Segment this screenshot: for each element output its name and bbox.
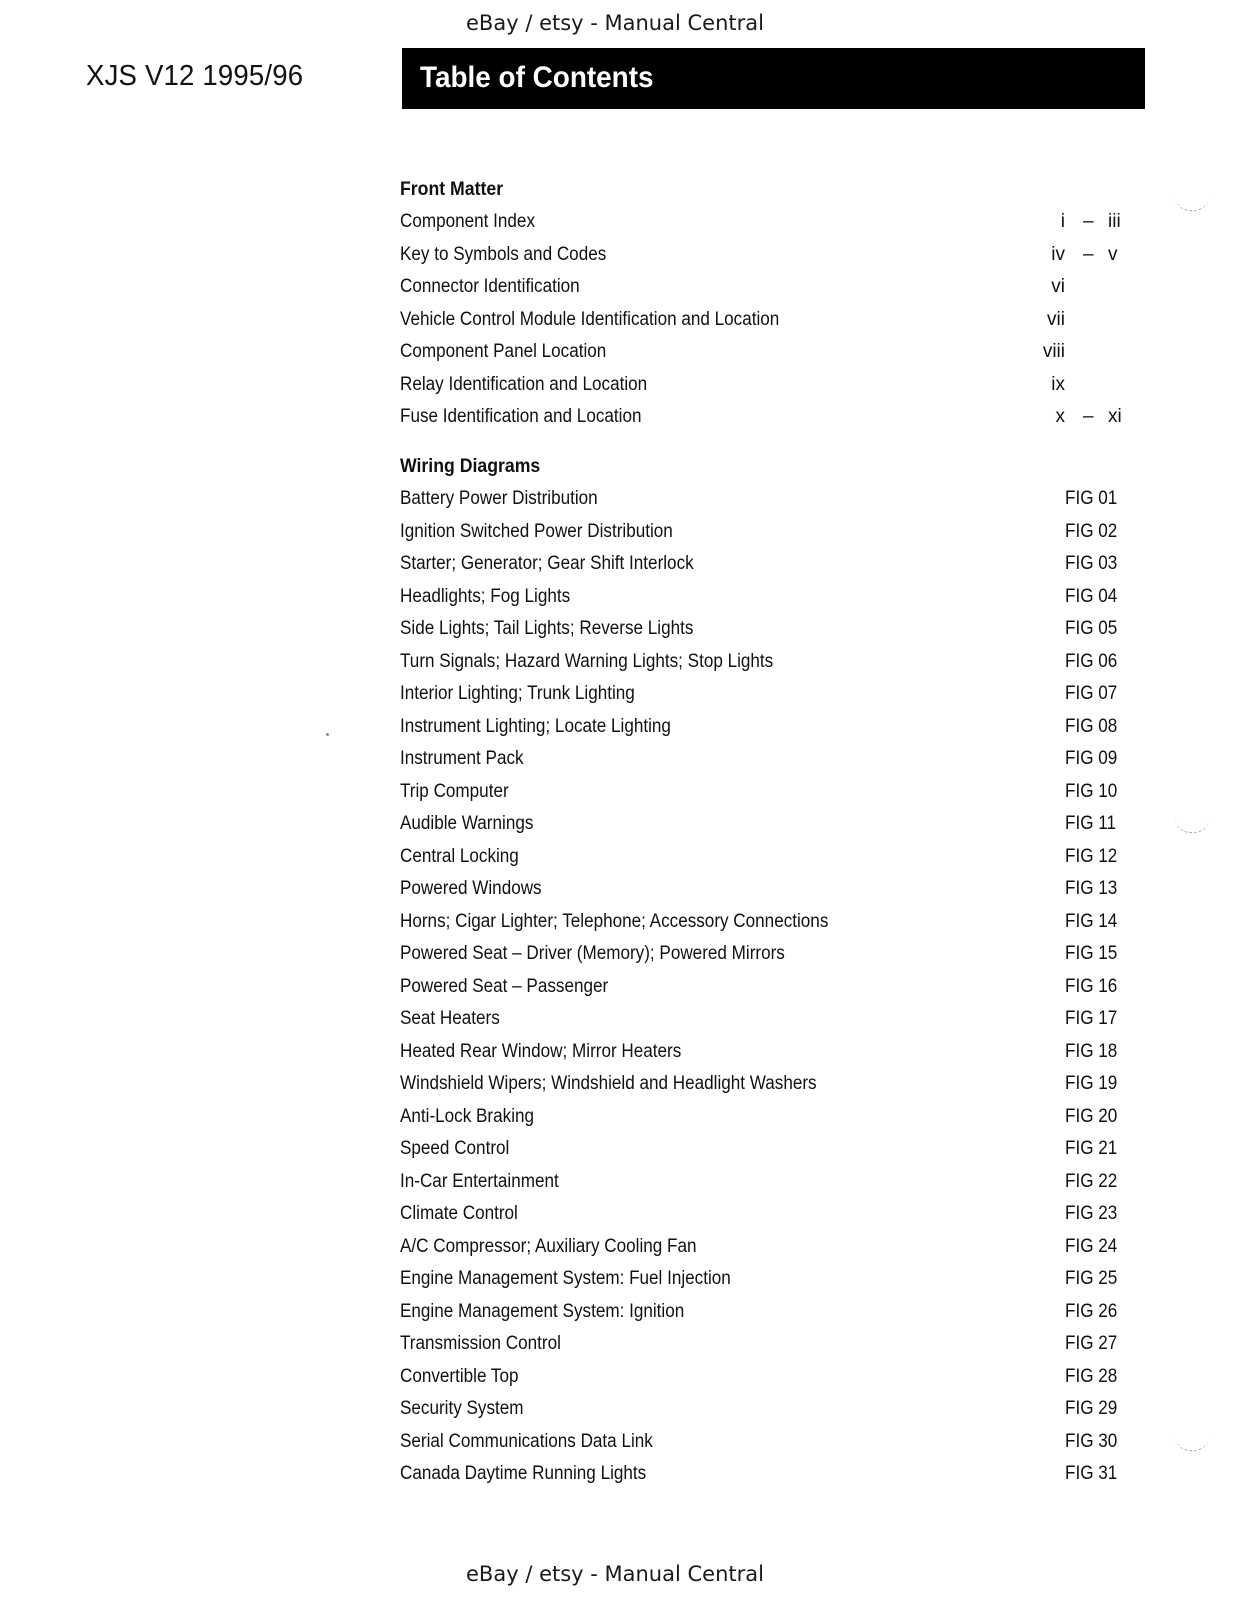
toc-entry-label: Instrument Pack xyxy=(400,748,524,769)
figure-number: FIG 29 xyxy=(1065,1398,1118,1419)
toc-entry[interactable] xyxy=(400,1393,1140,1426)
toc-entry-label: Climate Control xyxy=(400,1203,518,1224)
page-title: Table of Contents xyxy=(420,61,654,94)
toc-entry-label: Trip Computer xyxy=(400,780,509,802)
toc-entry-label: Engine Management System: Ignition xyxy=(400,1300,685,1322)
toc-entry[interactable] xyxy=(400,1296,1140,1329)
toc-entry[interactable] xyxy=(400,646,1140,679)
figure-number: FIG 22 xyxy=(1065,1170,1118,1192)
toc-entry-label: Powered Seat – Driver (Memory); Powered Mirrors xyxy=(400,943,785,964)
figure-number: FIG 27 xyxy=(1065,1333,1118,1354)
toc-entry-label: Windshield Wipers; Windshield and Headlight Washers xyxy=(400,1073,817,1094)
figure-number: FIG 18 xyxy=(1065,1040,1118,1062)
toc-entry-label: Component Index xyxy=(400,211,535,232)
scan-speck xyxy=(326,733,329,736)
figure-number: FIG 15 xyxy=(1065,943,1118,964)
toc-entry-label: Seat Heaters xyxy=(400,1008,500,1029)
figure-number: FIG 17 xyxy=(1065,1008,1118,1029)
toc-entry-label: Security System xyxy=(400,1398,524,1419)
page-start: iv xyxy=(1051,243,1065,265)
toc-entry[interactable] xyxy=(400,776,1140,809)
toc-entry-label: Audible Warnings xyxy=(400,813,534,834)
toc-entry[interactable] xyxy=(400,743,1140,776)
figure-number: FIG 31 xyxy=(1065,1463,1118,1484)
toc-entry[interactable] xyxy=(400,1003,1140,1036)
toc-entry[interactable] xyxy=(400,1068,1140,1101)
page-title-bar xyxy=(402,48,1145,109)
toc-entry[interactable] xyxy=(400,873,1140,906)
toc-entry-label: Engine Management System: Fuel Injection xyxy=(400,1268,731,1289)
page-end: iii xyxy=(1108,211,1121,232)
toc-entry-label: Battery Power Distribution xyxy=(400,488,598,509)
toc-entry[interactable] xyxy=(400,1198,1140,1231)
figure-number: FIG 03 xyxy=(1065,553,1118,574)
toc-entry[interactable] xyxy=(400,906,1140,939)
toc-entry-label: Powered Seat – Passenger xyxy=(400,975,609,997)
figure-number: FIG 23 xyxy=(1065,1203,1118,1224)
figure-number: FIG 13 xyxy=(1065,878,1118,899)
toc-entry[interactable] xyxy=(400,841,1140,874)
toc-entry[interactable] xyxy=(400,304,1140,337)
toc-entry[interactable] xyxy=(400,1101,1140,1134)
toc-entry-label: Fuse Identification and Location xyxy=(400,406,642,427)
toc-entry-label: In-Car Entertainment xyxy=(400,1170,559,1192)
toc-entry[interactable] xyxy=(400,206,1140,239)
page-start: x xyxy=(1055,406,1065,427)
toc-entry[interactable] xyxy=(400,271,1140,304)
figure-number: FIG 21 xyxy=(1065,1138,1118,1159)
toc-entry[interactable] xyxy=(400,516,1140,549)
toc-entry[interactable] xyxy=(400,239,1140,272)
figure-number: FIG 16 xyxy=(1065,975,1118,997)
figure-number: FIG 09 xyxy=(1065,748,1118,769)
page-range-dash: – xyxy=(1083,406,1094,427)
scan-hole-mark xyxy=(1175,196,1209,211)
figure-number: FIG 02 xyxy=(1065,520,1118,542)
figure-number: FIG 07 xyxy=(1065,683,1118,704)
toc-entry[interactable] xyxy=(400,548,1140,581)
toc-entry[interactable] xyxy=(400,1426,1140,1459)
toc-entry-label: Connector Identification xyxy=(400,276,580,297)
toc-entry[interactable] xyxy=(400,1458,1140,1491)
model-title: XJS V12 1995/96 xyxy=(86,60,304,92)
toc-entry-label: Interior Lighting; Trunk Lighting xyxy=(400,683,635,704)
figure-number: FIG 11 xyxy=(1065,813,1117,834)
scan-hole-mark xyxy=(1175,1436,1209,1451)
toc-entry-label: Canada Daytime Running Lights xyxy=(400,1463,647,1484)
watermark-top: eBay / etsy - Manual Central xyxy=(466,11,764,35)
figure-number: FIG 14 xyxy=(1065,910,1118,932)
page-end: v xyxy=(1108,243,1118,265)
figure-number: FIG 12 xyxy=(1065,845,1118,867)
watermark-bottom: eBay / etsy - Manual Central xyxy=(466,1562,764,1586)
toc-entry-label: Starter; Generator; Gear Shift Interlock xyxy=(400,553,694,574)
toc-entry-label: Convertible Top xyxy=(400,1365,519,1387)
toc-entry[interactable] xyxy=(400,808,1140,841)
figure-number: FIG 10 xyxy=(1065,780,1118,802)
toc-entry[interactable] xyxy=(400,1133,1140,1166)
toc-entry-label: Side Lights; Tail Lights; Reverse Lights xyxy=(400,618,694,639)
toc-entry-label: Ignition Switched Power Distribution xyxy=(400,520,673,542)
page-start: ix xyxy=(1051,373,1065,395)
figure-number: FIG 05 xyxy=(1065,618,1118,639)
wiring-diagrams-heading: Wiring Diagrams xyxy=(400,456,541,477)
toc-entry-label: Instrument Lighting; Locate Lighting xyxy=(400,715,671,737)
toc-entry-label: Vehicle Control Module Identification and Location xyxy=(400,308,780,330)
figure-number: FIG 19 xyxy=(1065,1073,1118,1094)
page-range-dash: – xyxy=(1083,211,1094,232)
figure-number: FIG 25 xyxy=(1065,1268,1118,1289)
figure-number: FIG 01 xyxy=(1065,488,1118,509)
figure-number: FIG 06 xyxy=(1065,650,1118,672)
front-matter-heading: Front Matter xyxy=(400,179,504,200)
page-start: viii xyxy=(1042,341,1065,362)
toc-entry[interactable] xyxy=(400,401,1140,434)
toc-entry[interactable] xyxy=(400,369,1140,402)
toc-entry[interactable] xyxy=(400,711,1140,744)
toc-entry-label: Headlights; Fog Lights xyxy=(400,585,571,607)
page-start: i xyxy=(1060,211,1065,232)
page-start: vii xyxy=(1047,308,1065,330)
toc-entry-label: Serial Communications Data Link xyxy=(400,1430,653,1452)
wiring-diagrams-section xyxy=(400,451,1140,1491)
toc-entry[interactable] xyxy=(400,336,1140,369)
front-matter-section xyxy=(400,174,1140,434)
figure-number: FIG 20 xyxy=(1065,1105,1118,1127)
toc-entry[interactable] xyxy=(400,938,1140,971)
toc-entry-label: Transmission Control xyxy=(400,1333,561,1354)
page-range-dash: – xyxy=(1083,243,1094,265)
toc-entry[interactable] xyxy=(400,581,1140,614)
toc-entry[interactable] xyxy=(400,1036,1140,1069)
page-end: xi xyxy=(1108,406,1122,427)
toc-entry[interactable] xyxy=(400,1231,1140,1264)
toc-entry-label: Central Locking xyxy=(400,845,519,867)
toc-entry-label: Speed Control xyxy=(400,1138,510,1159)
toc-entry-label: Component Panel Location xyxy=(400,341,607,362)
toc-entry[interactable] xyxy=(400,1328,1140,1361)
figure-number: FIG 08 xyxy=(1065,715,1118,737)
toc-entry[interactable] xyxy=(400,1361,1140,1394)
toc-entry[interactable] xyxy=(400,613,1140,646)
toc-entry[interactable] xyxy=(400,971,1140,1004)
toc-entry[interactable] xyxy=(400,678,1140,711)
scan-hole-mark xyxy=(1175,818,1209,833)
page-start: vi xyxy=(1051,276,1065,297)
toc-entry-label: Turn Signals; Hazard Warning Lights; Stop Lights xyxy=(400,650,774,672)
toc-entry-label: Key to Symbols and Codes xyxy=(400,243,607,265)
figure-number: FIG 26 xyxy=(1065,1300,1118,1322)
figure-number: FIG 30 xyxy=(1065,1430,1118,1452)
figure-number: FIG 24 xyxy=(1065,1235,1118,1257)
figure-number: FIG 28 xyxy=(1065,1365,1118,1387)
figure-number: FIG 04 xyxy=(1065,585,1118,607)
toc-entry-label: Relay Identification and Location xyxy=(400,373,648,395)
toc-entry[interactable] xyxy=(400,483,1140,516)
toc-entry[interactable] xyxy=(400,1166,1140,1199)
toc-entry-label: Heated Rear Window; Mirror Heaters xyxy=(400,1040,682,1062)
toc-entry-label: Powered Windows xyxy=(400,878,542,899)
toc-entry[interactable] xyxy=(400,1263,1140,1296)
toc-entry-label: Horns; Cigar Lighter; Telephone; Accessory Connections xyxy=(400,910,829,932)
toc-entry-label: Anti-Lock Braking xyxy=(400,1105,535,1127)
toc-entry-label: A/C Compressor; Auxiliary Cooling Fan xyxy=(400,1235,697,1257)
